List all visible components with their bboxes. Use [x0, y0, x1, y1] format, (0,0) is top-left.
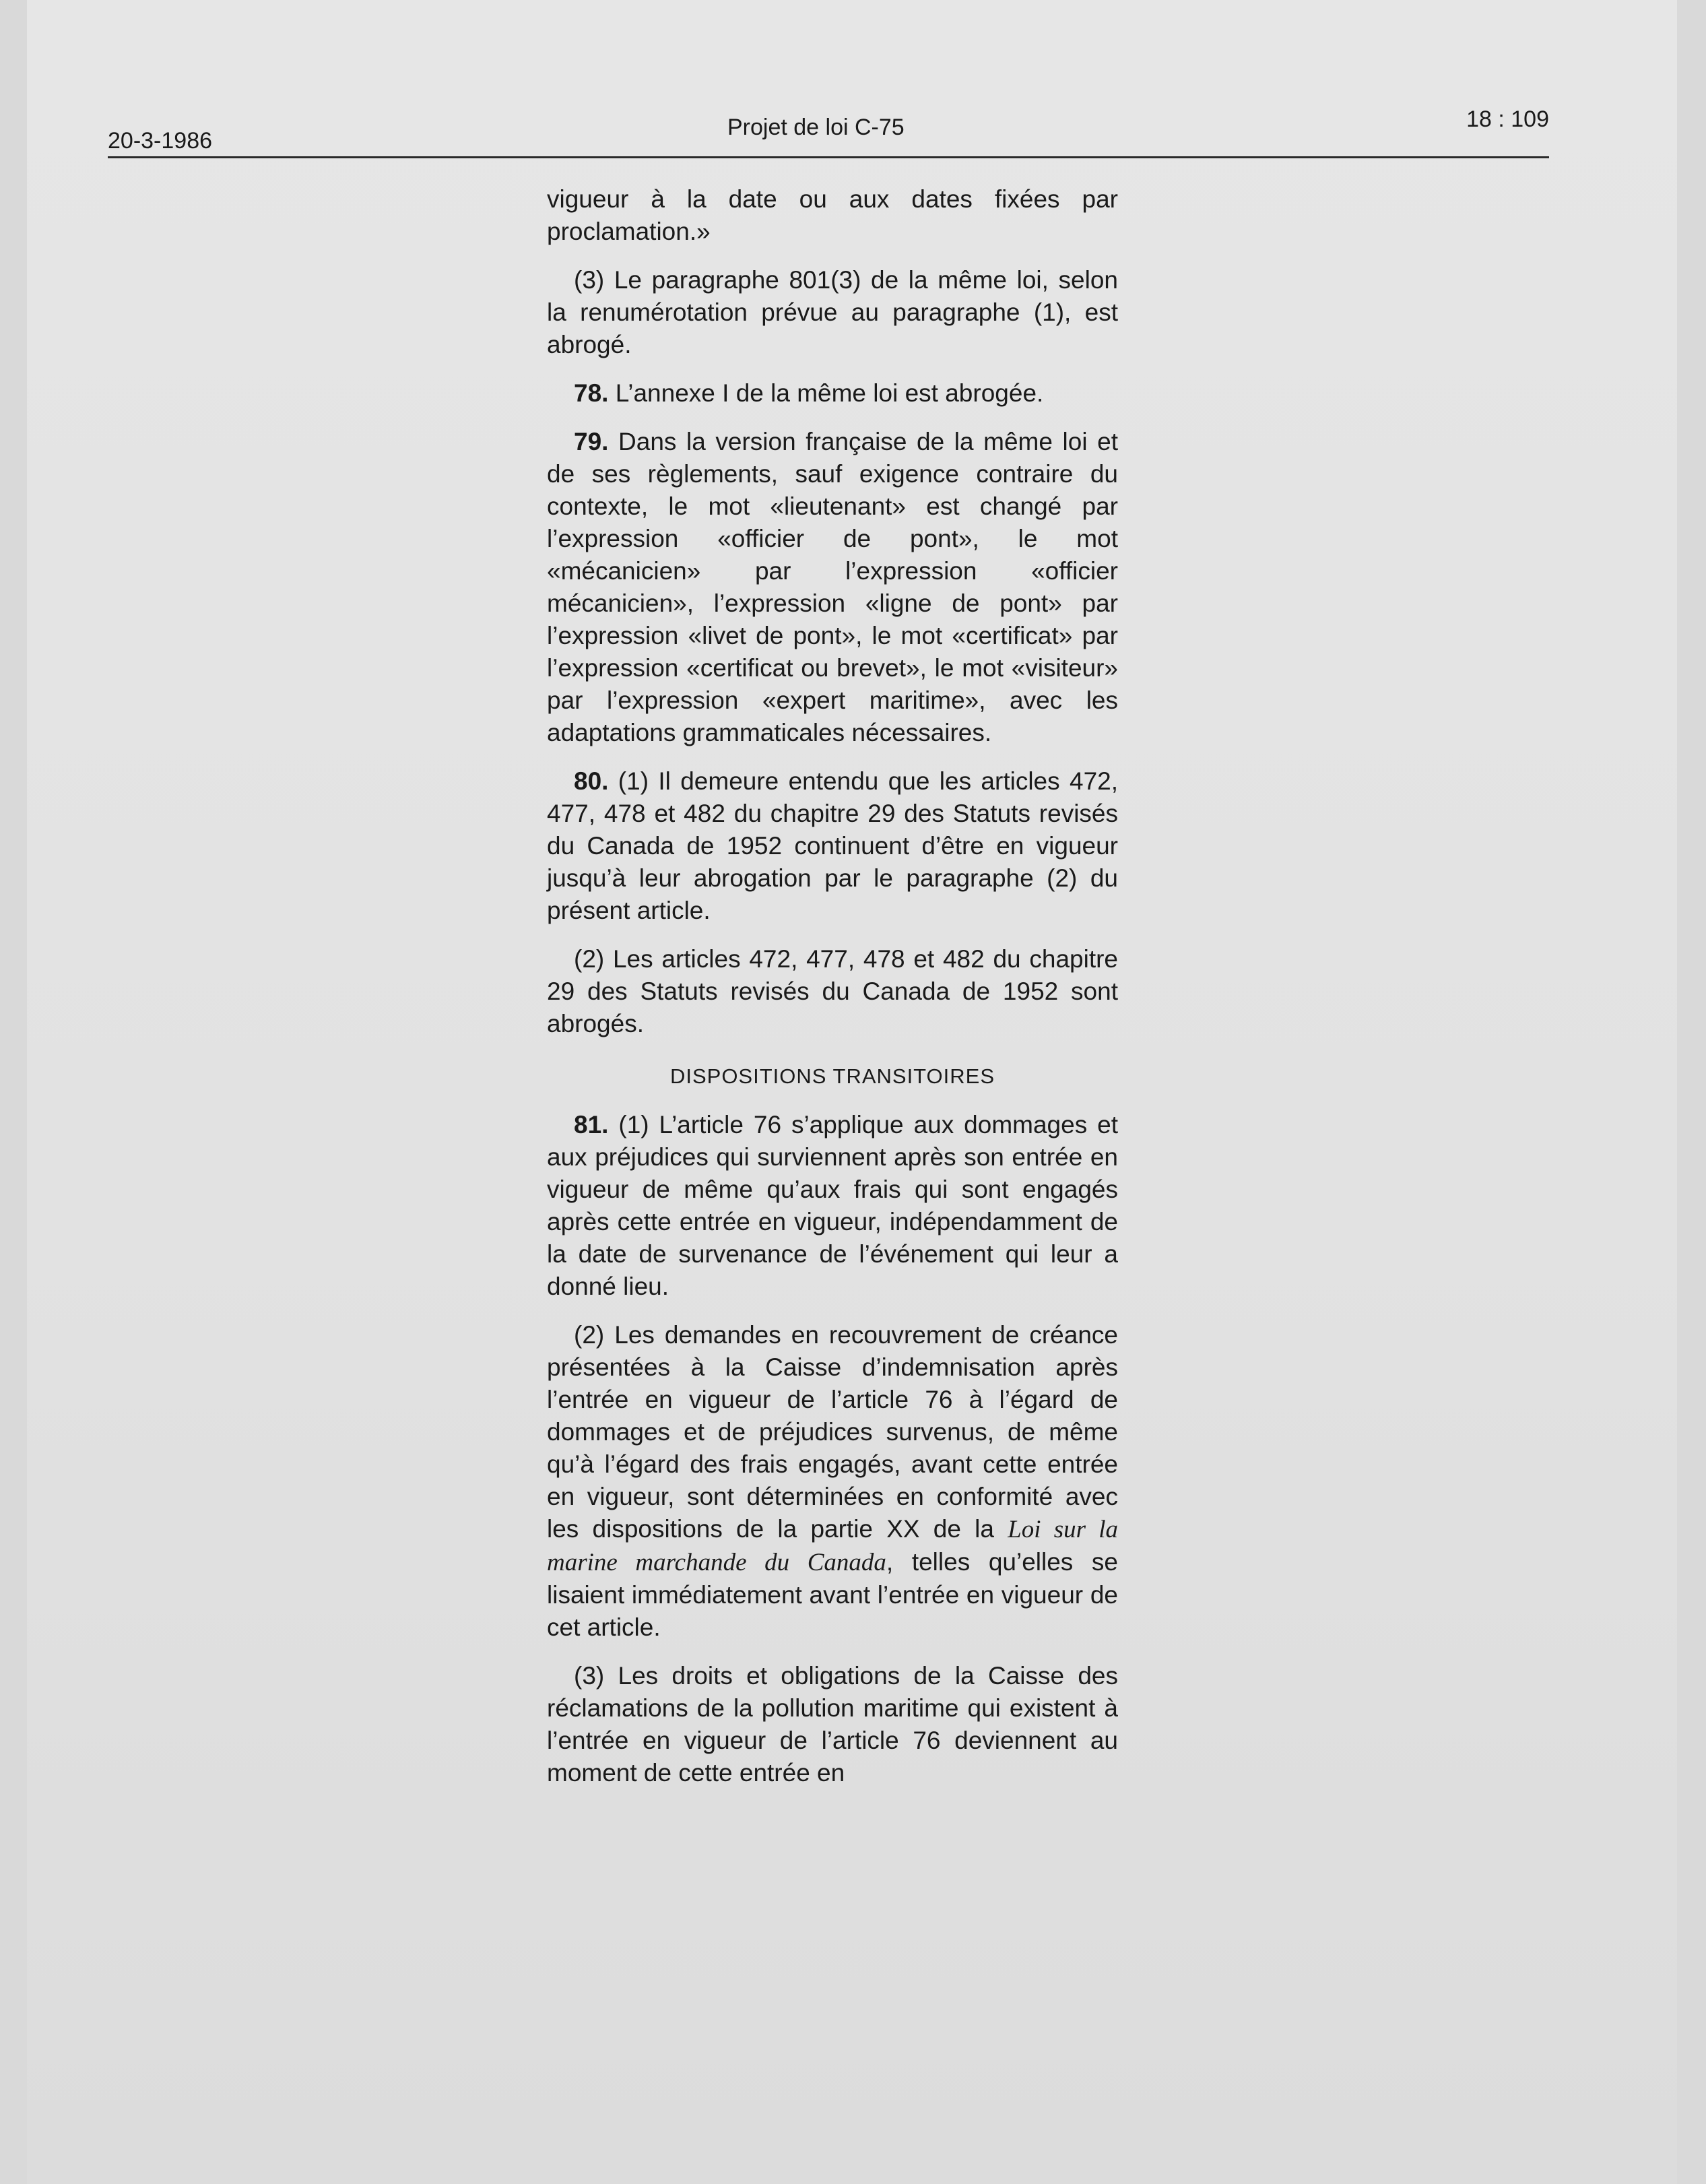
article-number: 79.	[574, 428, 609, 455]
section-heading: DISPOSITIONS TRANSITOIRES	[669, 1064, 995, 1088]
article-number: 80.	[574, 767, 609, 795]
article-number: 81.	[574, 1111, 609, 1138]
document-page	[27, 0, 1677, 2184]
header-title: Projet de loi C-75	[727, 115, 905, 140]
article-number: 78.	[574, 379, 609, 407]
page-header	[108, 101, 1549, 162]
header-date: 20-3-1986	[108, 128, 213, 154]
header-rule	[108, 156, 1549, 158]
text-segment: (2) Les demandes en recouvrement de créance présentées à la Caisse d’indemnisation après l’entrée en vigueur de l’article 76 à l’égard de dommages et de préjudices survenus, de même qu’à l’égard des frais engagés, avant cette entrée en vigueur, sont déterminées en conformité avec les dispositions de la partie XX de la	[547, 1321, 1118, 1543]
article-81	[547, 1109, 1118, 1303]
article-78	[547, 377, 1118, 410]
paragraph: (2) Les articles 472, 477, 478 et 482 du chapitre 29 des Statuts revisés du Canada de 1952 sont abrogés.	[547, 945, 1118, 1037]
main-text-column	[547, 183, 1118, 1805]
paragraph-continuation: vigueur à la date ou aux dates fixées par proclamation.»	[547, 185, 1118, 245]
article-text: (1) Il demeure entendu que les articles 472, 477, 478 et 482 du chapitre 29 des Statuts revisés du Canada de 1952 continuent d’être en vigueur jusqu’à leur abrogation par le paragraphe (2) du présent article.	[547, 767, 1118, 924]
article-80	[547, 765, 1118, 927]
paragraph	[547, 1319, 1118, 1644]
header-page-number: 18 : 109	[1466, 106, 1549, 132]
text-segment: , telles qu’elles se lisaient immédiatement avant l’entrée en vigueur de cet article.	[547, 1548, 1119, 1641]
article-text: L’annexe I de la même loi est abrogée.	[615, 379, 1044, 407]
article-text: Dans la version française de la même loi et de ses règlements, sauf exigence contraire du contexte, le mot «lieutenant» est changé par l’expression «officier de pont», le mot «mécanicien» par l’expression «officier mécanicien», l’expression «ligne de pont» par l’expression «livet de pont», le mot «certificat» par l’expression «certificat ou brevet», le mot «visiteur» par l’expression «expert maritime», avec les adaptations grammaticales nécessaires.	[547, 428, 1119, 746]
paragraph: (3) Les droits et obligations de la Caisse des réclamations de la pollution maritime qui existent à l’entrée en vigueur de l’article 76 deviennent au moment de cette entrée en	[547, 1662, 1118, 1787]
article-79	[547, 426, 1118, 749]
article-text: (1) L’article 76 s’applique aux dommages et aux préjudices qui surviennent après son entrée en vigueur de même qu’aux frais qui sont engagés après cette entrée en vigueur, indépendamment de la date de survenance de l’événement qui leur a donné lieu.	[547, 1111, 1118, 1300]
statute-title: Loi sur la marine marchande du Canada	[547, 1516, 1118, 1576]
paragraph: (3) Le paragraphe 801(3) de la même loi, selon la renumérotation prévue au paragraphe (1), est abrogé.	[547, 266, 1118, 358]
